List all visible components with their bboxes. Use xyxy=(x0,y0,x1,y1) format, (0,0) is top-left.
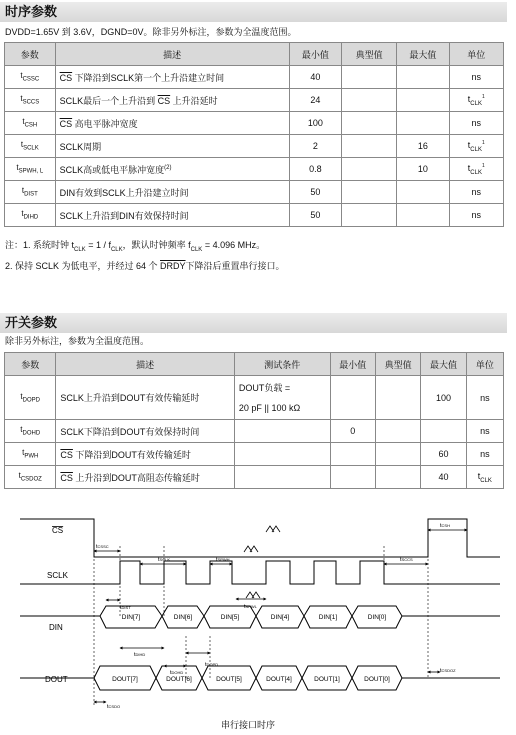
table-row xyxy=(5,420,504,443)
param-max: 16 xyxy=(397,135,449,158)
param-max xyxy=(397,181,449,204)
label-tdohd: tDOHD xyxy=(170,670,184,676)
table-row xyxy=(5,112,504,135)
param-symbol: $t_{PWH}$ xyxy=(5,443,56,466)
din-bit-label: DIN[7] xyxy=(121,614,141,621)
param-max xyxy=(397,89,449,112)
param-max: 40 xyxy=(421,466,466,489)
header-desc: 描述 xyxy=(55,43,289,66)
param-min: 0 xyxy=(330,420,375,443)
param-unit: ns xyxy=(466,420,503,443)
dout-bit-label: DOUT[4] xyxy=(266,676,292,683)
param-min xyxy=(330,443,375,466)
table-row xyxy=(5,376,504,420)
header-min: 最小值 xyxy=(289,43,341,66)
switching-section-title: 开关参数 xyxy=(0,313,507,333)
sw-header-desc: 描述 xyxy=(56,353,234,376)
param-description: DIN有效到SCLK上升沿建立时间 xyxy=(55,181,289,204)
param-typ xyxy=(342,158,397,181)
timing-diagram xyxy=(0,506,516,735)
label-tspwh: tSPWH xyxy=(216,557,230,563)
din-bit-label: DIN[4] xyxy=(270,614,290,621)
param-typ xyxy=(375,443,420,466)
param-description: $\overline{CS}$ 下降沿到SCLK第一个上升沿建立时间 xyxy=(55,66,289,89)
param-typ xyxy=(342,204,397,227)
param-description: $\overline{CS}$ 下降沿到DOUT有效传输延时 xyxy=(56,443,234,466)
param-symbol: $t_{SPWH, L}$ xyxy=(5,158,56,181)
param-symbol: $t_{CSDOZ}$ xyxy=(5,466,56,489)
param-description: $\overline{CS}$ 高电平脉冲宽度 xyxy=(55,112,289,135)
param-max xyxy=(421,420,466,443)
header-param: 参数 xyxy=(5,43,56,66)
switching-table xyxy=(4,352,504,489)
param-condition xyxy=(234,443,330,466)
param-unit: $t_{CLK}^1$ xyxy=(449,135,503,158)
param-description: SCLK上升沿到DIN有效保持时间 xyxy=(55,204,289,227)
param-min: 100 xyxy=(289,112,341,135)
diagram-caption: 串行接口时序 xyxy=(220,720,276,730)
signal-label-dout: DOUT xyxy=(45,675,68,684)
signal-label-cs: CS xyxy=(52,526,64,535)
header-max: 最大值 xyxy=(397,43,449,66)
param-max: 10 xyxy=(397,158,449,181)
table-row xyxy=(5,89,504,112)
table-row xyxy=(5,158,504,181)
din-bit-label: DIN[6] xyxy=(173,614,193,621)
param-min xyxy=(330,466,375,489)
switching-condition: 除非另外标注，参数为全温度范围。 xyxy=(5,336,150,346)
param-max: 100 xyxy=(421,376,466,420)
param-symbol: $t_{DOHD}$ xyxy=(5,420,56,443)
param-max xyxy=(397,204,449,227)
sw-header-max: 最大值 xyxy=(421,353,466,376)
param-symbol: $t_{SCLK}$ xyxy=(5,135,56,158)
label-tcsdo: tCSDO xyxy=(107,704,121,710)
table-row xyxy=(5,135,504,158)
timing-note-1: 注：1. 系统时钟 $t_{CLK} = 1 / f_{CLK}$，默认时钟频率 $f_{CLK} = 4.096$ MHz。 xyxy=(5,240,266,253)
table-row xyxy=(5,466,504,489)
param-unit: $t_{CLK}$ xyxy=(466,466,503,489)
signal-label-din: DIN xyxy=(49,623,63,632)
param-description: SCLK周期 xyxy=(55,135,289,158)
table-row xyxy=(5,66,504,89)
dout-bit-label: DOUT[7] xyxy=(112,676,138,683)
dout-bit-label: DOUT[6] xyxy=(166,676,192,683)
label-tcssc: tCSSC xyxy=(96,544,109,550)
label-tsclk: tSCLK xyxy=(158,557,170,563)
table-row xyxy=(5,443,504,466)
param-unit: ns xyxy=(466,443,503,466)
param-description: $\overline{CS}$ 上升沿到DOUT高阻态传输延时 xyxy=(56,466,234,489)
timing-note-2: 2. 保持 SCLK 为低电平，并经过 64 个 DRDY下降沿后重置串行接口。 xyxy=(5,261,285,271)
label-tdopd: tDOPD xyxy=(205,662,219,668)
timing-condition: DVDD=1.65V 到 3.6V，DGND=0V。除非另外标注，参数为全温度范围。 xyxy=(5,27,297,37)
param-max xyxy=(397,66,449,89)
param-unit: ns xyxy=(449,204,503,227)
param-min: 50 xyxy=(289,181,341,204)
dout-bit-label: DOUT[5] xyxy=(216,676,242,683)
param-unit: ns xyxy=(449,66,503,89)
param-typ xyxy=(375,466,420,489)
param-min: 40 xyxy=(289,66,341,89)
param-unit: ns xyxy=(449,112,503,135)
param-min: 0.8 xyxy=(289,158,341,181)
din-bit-label: DIN[5] xyxy=(220,614,240,621)
param-description: SCLK下降沿到DOUT有效保持时间 xyxy=(56,420,234,443)
param-symbol: $t_{DIST}$ xyxy=(5,181,56,204)
din-bit-label: DIN[0] xyxy=(367,614,387,621)
label-tcsdoz: tCSDOZ xyxy=(440,668,456,674)
sw-header-param: 参数 xyxy=(5,353,56,376)
param-symbol: $t_{CSSC}$ xyxy=(5,66,56,89)
param-condition: DOUT负载 = 20 pF || 100 kΩ xyxy=(234,376,330,420)
param-typ xyxy=(375,420,420,443)
param-min xyxy=(330,376,375,420)
param-description: SCLK最后一个上升沿到 $\overline{CS}$ 上升沿延时 xyxy=(55,89,289,112)
timing-section-title: 时序参数 xyxy=(0,2,507,22)
param-typ xyxy=(342,112,397,135)
param-min: 2 xyxy=(289,135,341,158)
label-tdist: tDIST xyxy=(120,605,131,611)
sw-header-cond: 测试条件 xyxy=(234,353,330,376)
param-unit: ns xyxy=(466,376,503,420)
param-typ xyxy=(342,135,397,158)
header-unit: 单位 xyxy=(449,43,503,66)
param-unit: ns xyxy=(449,181,503,204)
param-typ xyxy=(342,89,397,112)
table-row xyxy=(5,181,504,204)
dout-bit-label: DOUT[1] xyxy=(314,676,340,683)
signal-label-sclk: SCLK xyxy=(47,571,68,580)
din-bit-label: DIN[1] xyxy=(318,614,338,621)
param-condition xyxy=(234,466,330,489)
label-tdihd: tDIHD xyxy=(134,652,146,658)
sw-header-unit: 单位 xyxy=(466,353,503,376)
param-symbol: $t_{CSH}$ xyxy=(5,112,56,135)
param-max: 60 xyxy=(421,443,466,466)
param-min: 24 xyxy=(289,89,341,112)
sw-header-typ: 典型值 xyxy=(375,353,420,376)
param-description: SCLK上升沿到DOUT有效传输延时 xyxy=(56,376,234,420)
label-tcsh: tCSH xyxy=(440,523,450,529)
param-typ xyxy=(375,376,420,420)
param-unit: $t_{CLK}^1$ xyxy=(449,158,503,181)
dout-bus xyxy=(20,666,500,690)
sw-header-min: 最小值 xyxy=(330,353,375,376)
param-unit: $t_{CLK}^1$ xyxy=(449,89,503,112)
param-symbol: $t_{SCCS}$ xyxy=(5,89,56,112)
label-tspwl: tSPWL xyxy=(244,604,257,610)
header-typ: 典型值 xyxy=(342,43,397,66)
param-typ xyxy=(342,181,397,204)
param-max xyxy=(397,112,449,135)
param-min: 50 xyxy=(289,204,341,227)
param-description: SCLK高或低电平脉冲宽度$^{(2)}$ xyxy=(55,158,289,181)
param-symbol: $t_{DIHD}$ xyxy=(5,204,56,227)
dout-bit-label: DOUT[0] xyxy=(364,676,390,683)
param-symbol: $t_{DOPD}$ xyxy=(5,376,56,420)
timing-table xyxy=(4,42,504,227)
table-row xyxy=(5,204,504,227)
label-tsccs: tSCCS xyxy=(400,557,413,563)
param-condition xyxy=(234,420,330,443)
param-typ xyxy=(342,66,397,89)
